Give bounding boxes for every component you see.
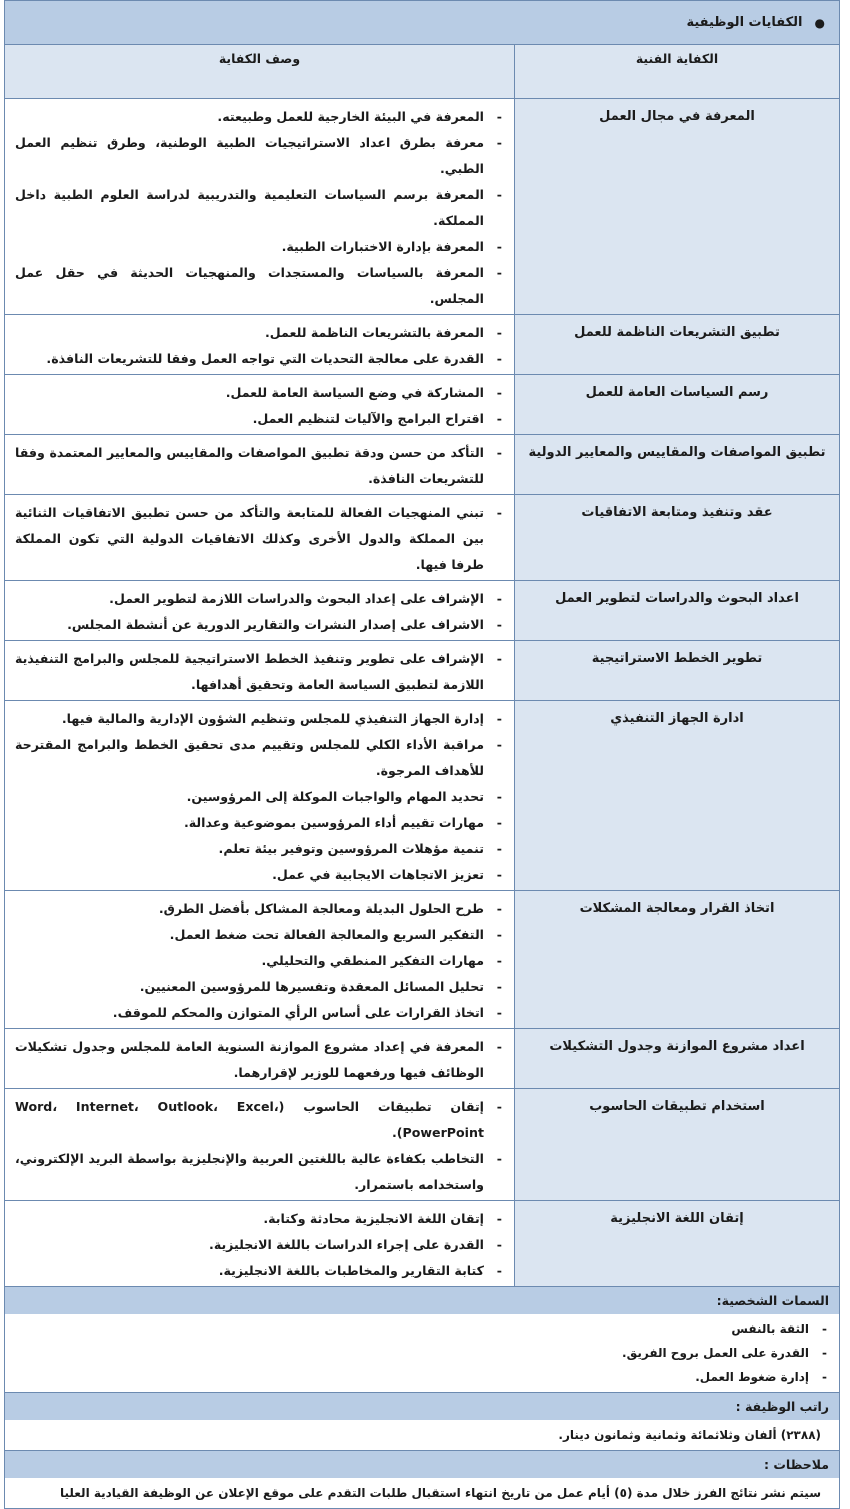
salary-section (4, 1393, 840, 1451)
description-list (15, 896, 506, 1026)
table-row (5, 1201, 840, 1287)
description-list (15, 1034, 506, 1086)
description-list (15, 104, 506, 312)
list-item: - المشاركة في وضع السياسة العامة للعمل. (15, 380, 506, 406)
table-row (5, 375, 840, 435)
notes-section (4, 1451, 840, 1509)
competency-name: ادارة الجهاز التنفيذي (515, 701, 840, 891)
table-header-row (5, 45, 840, 99)
list-item: - التأكد من حسن ودقة تطبيق المواصفات والمقاييس والمعايير المعتمدة وفقا للتشريعات النافذة. (15, 440, 506, 492)
competency-name: اتخاذ القرار ومعالجة المشكلات (515, 891, 840, 1029)
salary-title: راتب الوظيفة : (5, 1393, 839, 1420)
description-list (15, 500, 506, 578)
list-item: - القدرة على معالجة التحديات التي تواجه العمل وفقا للتشريعات النافذة. (15, 346, 506, 372)
competency-description (5, 1089, 515, 1201)
competency-description (5, 641, 515, 701)
list-item: - القدرة على إجراء الدراسات باللغة الانجليزية. (15, 1232, 506, 1258)
competency-name: تطوير الخطط الاستراتيجية (515, 641, 840, 701)
description-list (15, 320, 506, 372)
competency-name: تطبيق التشريعات الناظمة للعمل (515, 315, 840, 375)
list-item: - مهارات التفكير المنطقي والتحليلي. (15, 948, 506, 974)
description-list (15, 1094, 506, 1198)
list-item: - المعرفة في إعداد مشروع الموازنة السنوية العامة للمجلس وجدول تشكيلات الوظائف فيها ورفعهما للوزير لإقرارهما. (15, 1034, 506, 1086)
description-list (15, 1206, 506, 1284)
list-item: - الإشراف على تطوير وتنفيذ الخطط الاستراتيجية للمجلس والبرامج التنفيذية اللازمة لتطبيق السياسة العامة وتحقيق أهدافها. (15, 646, 506, 698)
list-item: - تحديد المهام والواجبات الموكلة إلى المرؤوسين. (15, 784, 506, 810)
list-item: - إدارة الجهاز التنفيذي للمجلس وتنظيم الشؤون الإدارية والمالية فيها. (15, 706, 506, 732)
table-row (5, 495, 840, 581)
list-item: - الإشراف على إعداد البحوث والدراسات اللازمة لتطوير العمل. (15, 586, 506, 612)
list-item: - اتخاذ القرارات على أساس الرأي المتوازن والمحكم للموقف. (15, 1000, 506, 1026)
table-row (5, 1089, 840, 1201)
competencies-table (4, 44, 840, 1287)
list-item: - معرفة بطرق اعداد الاستراتيجيات الطبية الوطنية، وطرق تنظيم العمل الطبي. (15, 130, 506, 182)
list-item: - تنمية مؤهلات المرؤوسين وتوفير بيئة تعلم. (15, 836, 506, 862)
list-item: - تحليل المسائل المعقدة وتفسيرها للمرؤوسين المعنيين. (15, 974, 506, 1000)
list-item: - تبني المنهجيات الفعالة للمتابعة والتأكد من حسن تطبيق الاتفاقيات الثنائية بين المملكة والدول الأخرى وكذلك الاتفاقيات الدولية التي تكون المملكة طرفا فيها. (15, 500, 506, 578)
list-item: - المعرفة في البيئة الخارجية للعمل وطبيعته. (15, 104, 506, 130)
document-page (4, 0, 840, 1509)
list-item: - إتقان اللغة الانجليزية محادثة وكتابة. (15, 1206, 506, 1232)
competency-name: رسم السياسات العامة للعمل (515, 375, 840, 435)
section-header (4, 0, 840, 44)
competency-description (5, 1029, 515, 1089)
personal-traits-list (13, 1317, 831, 1389)
competency-description (5, 1201, 515, 1287)
description-list (15, 440, 506, 492)
description-list (15, 646, 506, 698)
personal-traits-section (4, 1287, 840, 1393)
list-item: - التخاطب بكفاءة عالية باللغتين العربية والإنجليزية بواسطة البريد الإلكتروني، واستخدامه باستمرار. (15, 1146, 506, 1198)
description-list (15, 586, 506, 638)
competency-description (5, 581, 515, 641)
list-item: - المعرفة بإدارة الاختبارات الطبية. (15, 234, 506, 260)
table-row (5, 315, 840, 375)
competency-description (5, 495, 515, 581)
bullet-icon: ● (814, 15, 825, 30)
list-item: - الاشراف على إصدار النشرات والتقارير الدورية عن أنشطة المجلس. (15, 612, 506, 638)
competency-name: عقد وتنفيذ ومتابعة الاتفاقيات (515, 495, 840, 581)
list-item: - تعزيز الاتجاهات الايجابية في عمل. (15, 862, 506, 888)
list-item: - إتقان تطبيقات الحاسوب (Word، Internet، Outlook، Excel، PowerPoint). (15, 1094, 506, 1146)
list-item: - المعرفة برسم السياسات التعليمية والتدريبية لدراسة العلوم الطبية داخل المملكة. (15, 182, 506, 234)
competency-description (5, 375, 515, 435)
list-item: - مهارات تقييم أداء المرؤوسين بموضوعية وعدالة. (15, 810, 506, 836)
list-item: - المعرفة بالتشريعات الناظمة للعمل. (15, 320, 506, 346)
competency-name: تطبيق المواصفات والمقاييس والمعايير الدولية (515, 435, 840, 495)
list-item: - المعرفة بالسياسات والمستجدات والمنهجيات الحديثة في حقل عمل المجلس. (15, 260, 506, 312)
list-item: - القدرة على العمل بروح الفريق. (13, 1341, 831, 1365)
competency-description (5, 99, 515, 315)
competency-name: اعداد مشروع الموازنة وجدول التشكيلات (515, 1029, 840, 1089)
competency-name: المعرفة في مجال العمل (515, 99, 840, 315)
table-row (5, 99, 840, 315)
list-item: - اقتراح البرامج والآليات لتنظيم العمل. (15, 406, 506, 432)
list-item: - الثقة بالنفس (13, 1317, 831, 1341)
table-row (5, 891, 840, 1029)
list-item: - مراقبة الأداء الكلي للمجلس وتقييم مدى تحقيق الخطط والبرامج المقترحة للأهداف المرجوة. (15, 732, 506, 784)
section-title: الكفايات الوظيفية (686, 15, 803, 30)
list-item: - طرح الحلول البديلة ومعالجة المشاكل بأفضل الطرق. (15, 896, 506, 922)
table-body (5, 99, 840, 1287)
competency-name: اعداد البحوث والدراسات لتطوير العمل (515, 581, 840, 641)
competency-description (5, 315, 515, 375)
personal-traits-title: السمات الشخصية: (5, 1287, 839, 1314)
list-item: - كتابة التقارير والمخاطبات باللغة الانجليزية. (15, 1258, 506, 1284)
notes-text: سيتم نشر نتائج الفرز خلال مدة (٥) أيام عمل من تاريخ انتهاء استقبال طلبات التقدم على موقع الإعلان عن الوظيفة القيادية العليا (59, 1486, 821, 1500)
competency-description (5, 701, 515, 891)
header-competency-description: وصف الكفاية (5, 45, 515, 99)
header-technical-competency: الكفاية الفنية (515, 45, 840, 99)
table-row (5, 435, 840, 495)
competency-name: إتقان اللغة الانجليزية (515, 1201, 840, 1287)
competency-name: استخدام تطبيقات الحاسوب (515, 1089, 840, 1201)
competency-description (5, 435, 515, 495)
table-row (5, 641, 840, 701)
salary-value: (٢٣٨٨) ألفان وثلاثمائة وثمانية وثمانون دينار. (558, 1428, 821, 1442)
table-row (5, 581, 840, 641)
table-row (5, 701, 840, 891)
list-item: - التفكير السريع والمعالجة الفعالة تحت ضغط العمل. (15, 922, 506, 948)
description-list (15, 706, 506, 888)
table-row (5, 1029, 840, 1089)
list-item: - إدارة ضغوط العمل. (13, 1365, 831, 1389)
description-list (15, 380, 506, 432)
competency-description (5, 891, 515, 1029)
notes-title: ملاحظات : (5, 1451, 839, 1478)
